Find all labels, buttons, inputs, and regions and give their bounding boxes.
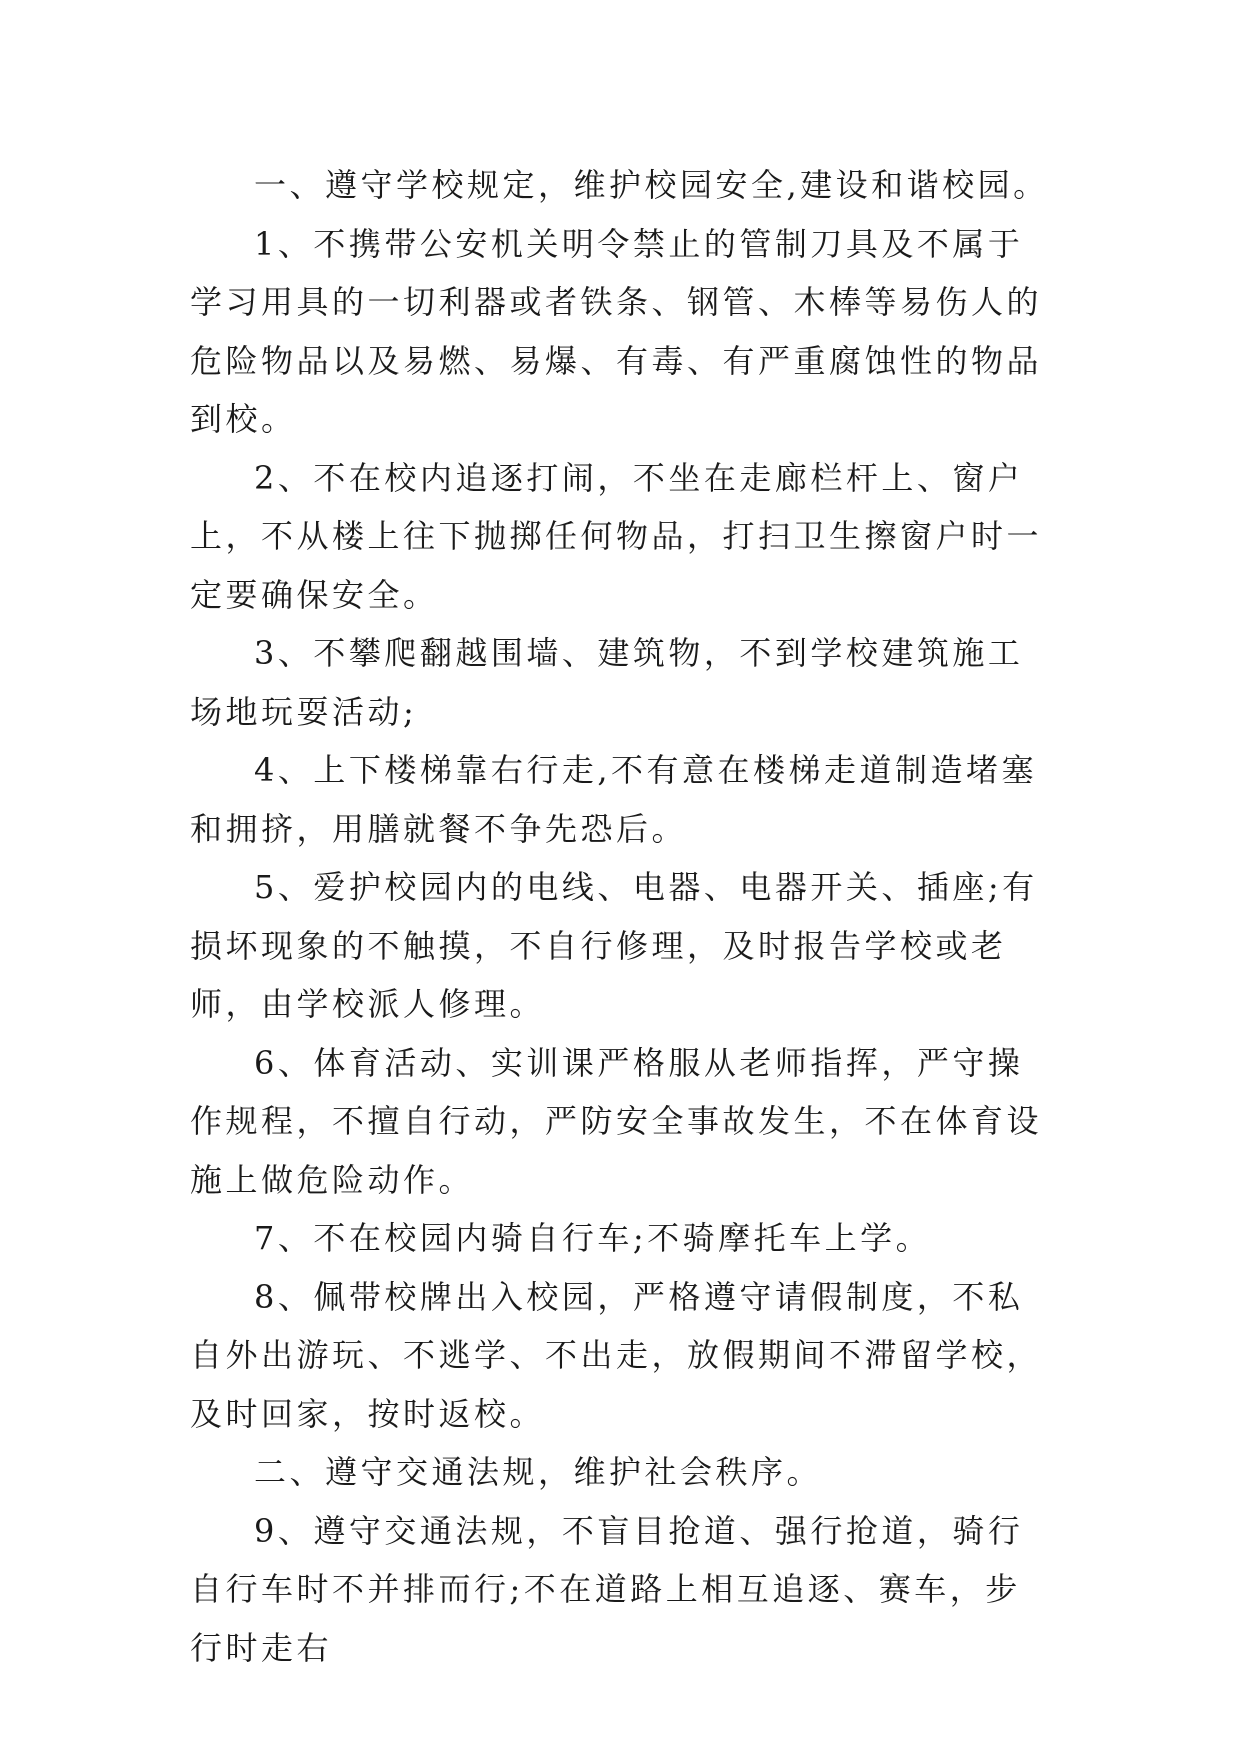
rule-item-1: 1、不携带公安机关明令禁止的管制刀具及不属于学习用具的一切利器或者铁条、钢管、木棒等易伤人的危险物品以及易燃、易爆、有毒、有严重腐蚀性的物品到校。	[190, 224, 1043, 438]
document-body	[190, 156, 1050, 1677]
section-heading-2: 二、遵守交通法规，维护社会秩序。	[254, 1453, 823, 1491]
section-heading-1: 一、遵守学校规定，维护校园安全,建设和谐校园。	[254, 166, 1049, 204]
rule-item-9: 9、遵守交通法规，不盲目抢道、强行抢道，骑行自行车时不并排而行;不在道路上相互追逐、赛车，步行时走右	[190, 1511, 1024, 1667]
rule-item-6: 6、体育活动、实训课严格服从老师指挥，严守操作规程，不擅自行动，严防安全事故发生，不在体育设施上做危险动作。	[190, 1043, 1043, 1199]
rule-item-2: 2、不在校内追逐打闹，不坐在走廊栏杆上、窗户上，不从楼上往下抛掷任何物品，打扫卫生擦窗户时一定要确保安全。	[190, 458, 1043, 614]
rule-item-7: 7、不在校园内骑自行车;不骑摩托车上学。	[254, 1219, 932, 1257]
rule-item-8: 8、佩带校牌出入校园，严格遵守请假制度，不私自外出游玩、不逃学、不出走，放假期间不滞留学校，及时回家，按时返校。	[190, 1277, 1043, 1433]
rule-item-5: 5、爱护校园内的电线、电器、电器开关、插座;有损坏现象的不触摸，不自行修理，及时报告学校或老师，由学校派人修理。	[190, 868, 1038, 1023]
rule-item-3: 3、不攀爬翻越围墙、建筑物，不到学校建筑施工场地玩耍活动;	[190, 634, 1024, 731]
rule-item-4: 4、上下楼梯靠右行走,不有意在楼梯走道制造堵塞和拥挤，用膳就餐不争先恐后。	[190, 751, 1038, 848]
